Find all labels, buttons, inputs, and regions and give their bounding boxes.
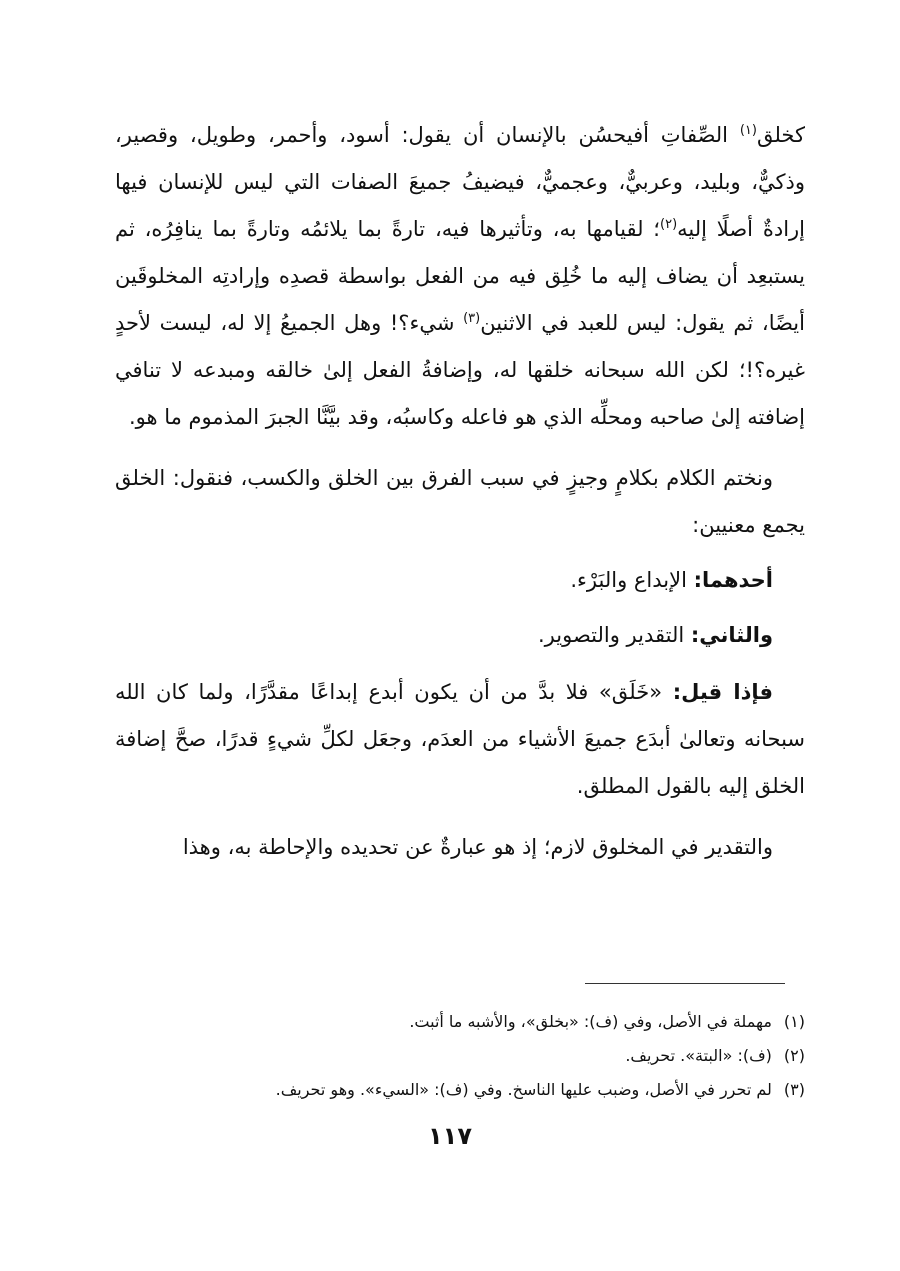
meaning-1-text: الإبداع والبَرْء.: [570, 568, 694, 592]
footnote-divider: [585, 983, 785, 984]
main-text: [115, 112, 805, 871]
paragraph-4: والتقدير في المخلوق لازم؛ إذ هو عبارةٌ عن تحديده والإحاطة به، وهذا: [182, 835, 773, 859]
footnote-2: [115, 1039, 805, 1073]
paragraph-3: [115, 669, 805, 810]
footnote-3: [115, 1073, 805, 1107]
meaning-2: [115, 612, 805, 659]
text-run: ؛ لقيامها به، وتأثيرها فيه، تارةً بما يلائمُه وتارةً بما ينافِرُه، ثم يستبعِد أن يضاف إليه ما خُلِق فيه من الفعل بواسطة قصدِه وإرادتِه المخلوقَين أيضًا، ثم يقول: ليس للعبد في الاثنين: [115, 217, 805, 335]
text-run: كخلق: [756, 123, 805, 147]
footnote-number: (٢): [783, 1046, 805, 1065]
page-number: ١١٧: [428, 1122, 472, 1150]
footnote-ref-2[interactable]: (٢): [660, 217, 678, 232]
footnote-number: (٣): [783, 1080, 805, 1099]
text-run: شيء؟! وهل الجميعُ إلا له، ليست لأحدٍ غيره؟!؛ لكن الله سبحانه خلقها له، وإضافةُ الفعل إلىٰ خالقه ومبدعه لا تنافي إضافته إلىٰ صاحبه ومحلِّه الذي هو فاعله وكاسبُه، وقد بيَّنَّا الجبرَ المذموم ما هو.: [115, 311, 805, 429]
paragraph-3-text: «خَلَق» فلا بدَّ من أن يكون أبدع إبداعًا مقدَّرًا، ولما كان الله سبحانه وتعالىٰ أبدَع جميعَ الأشياء من العدَم، وجعَل لكلِّ شيءٍ قدرًا، صحَّ إضافة الخلق إليه بالقول المطلق.: [115, 680, 805, 798]
page-body: [115, 112, 805, 871]
paragraph-1: [115, 112, 805, 441]
meaning-1: [115, 557, 805, 604]
meaning-1-label: أحدهما:: [693, 568, 773, 592]
footnote-text: (ف): «البتة». تحريف.: [625, 1046, 772, 1065]
footnote-ref-3[interactable]: (٣): [463, 311, 481, 326]
footnote-text: لم تحرر في الأصل، وضبب عليها الناسخ. وفي (ف): «السيء». وهو تحريف.: [275, 1080, 772, 1099]
paragraph-3-label: فإذا قيل:: [672, 680, 773, 704]
footnotes: [115, 1005, 805, 1107]
footnote-1: [115, 1005, 805, 1039]
footnote-text: مهملة في الأصل، وفي (ف): «بخلق»، والأشبه ما أثبت.: [409, 1012, 772, 1031]
text-run: الصِّفاتِ أفيحسُن بالإنسان أن يقول: أسود، وأحمر، وطويل، وقصير، وذكيٌّ، وبليد، وعربيٌّ، وعجميٌّ، فيضيفُ جميعَ الصفات التي ليس للإنسان فيها إرادةٌ أصلًا إليه: [115, 123, 806, 241]
meaning-2-text: التقدير والتصوير.: [537, 623, 691, 647]
footnote-number: (١): [783, 1012, 805, 1031]
meaning-2-label: والثاني:: [690, 623, 773, 647]
paragraph-2: ونختم الكلام بكلامٍ وجيزٍ في سبب الفرق بين الخلق والكسب، فنقول: الخلق يجمع معنيين:: [115, 466, 805, 537]
footnote-ref-1[interactable]: (١): [739, 123, 757, 138]
